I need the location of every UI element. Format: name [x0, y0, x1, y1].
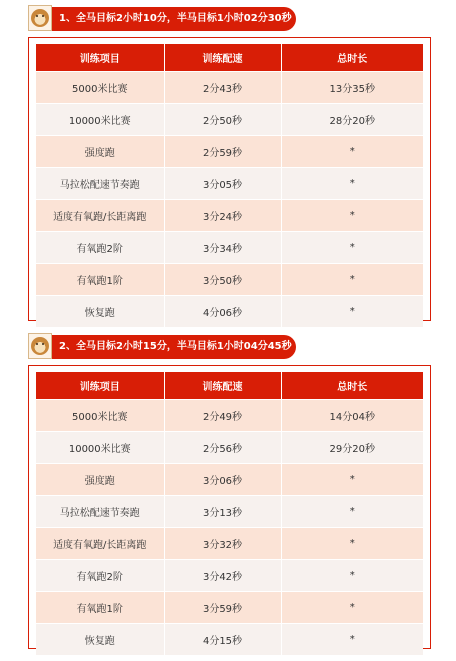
cell-total-duration: 13分35秒	[281, 72, 423, 104]
cell-training-item: 恢复跑	[36, 624, 164, 656]
cell-training-item: 有氧跑1阶	[36, 264, 164, 296]
header-training-item: 训练项目	[36, 372, 164, 400]
cell-training-pace: 4分15秒	[164, 624, 281, 656]
table-row	[36, 432, 423, 464]
table-row	[36, 400, 423, 432]
cell-training-item: 有氧跑1阶	[36, 592, 164, 624]
cell-training-pace: 3分34秒	[164, 232, 281, 264]
cell-total-duration: *	[281, 464, 423, 496]
table-header-row	[36, 372, 423, 400]
cell-total-duration: *	[281, 624, 423, 656]
cell-total-duration: *	[281, 496, 423, 528]
cell-training-pace: 3分05秒	[164, 168, 281, 200]
table-row	[36, 168, 423, 200]
pace-table	[36, 372, 423, 655]
cell-total-duration: *	[281, 200, 423, 232]
table-row	[36, 496, 423, 528]
table-row	[36, 560, 423, 592]
cell-training-pace: 2分50秒	[164, 104, 281, 136]
cell-training-pace: 2分49秒	[164, 400, 281, 432]
cell-training-pace: 3分06秒	[164, 464, 281, 496]
cell-training-item: 强度跑	[36, 136, 164, 168]
cell-training-item: 有氧跑2阶	[36, 560, 164, 592]
cell-total-duration: 14分04秒	[281, 400, 423, 432]
table-row	[36, 296, 423, 328]
cell-training-item: 恢复跑	[36, 296, 164, 328]
cell-training-item: 适度有氧跑/长距离跑	[36, 200, 164, 232]
table-row	[36, 72, 423, 104]
cell-total-duration: *	[281, 528, 423, 560]
table-row	[36, 624, 423, 656]
header-training-pace: 训练配速	[164, 372, 281, 400]
table-row	[36, 528, 423, 560]
doge-avatar-icon	[28, 5, 52, 31]
cell-training-item: 有氧跑2阶	[36, 232, 164, 264]
table-row	[36, 200, 423, 232]
cell-total-duration: *	[281, 592, 423, 624]
header-training-item: 训练项目	[36, 44, 164, 72]
header-training-pace: 训练配速	[164, 44, 281, 72]
doge-avatar-icon	[28, 333, 52, 359]
cell-total-duration: *	[281, 296, 423, 328]
table-header-row	[36, 44, 423, 72]
cell-training-item: 10000米比赛	[36, 432, 164, 464]
pace-table-frame	[28, 365, 431, 649]
cell-training-pace: 4分06秒	[164, 296, 281, 328]
cell-training-item: 马拉松配速节奏跑	[36, 496, 164, 528]
cell-total-duration: *	[281, 264, 423, 296]
cell-training-pace: 3分13秒	[164, 496, 281, 528]
cell-training-pace: 3分24秒	[164, 200, 281, 232]
cell-total-duration: *	[281, 136, 423, 168]
table-row	[36, 464, 423, 496]
pace-table	[36, 44, 423, 327]
header-total-duration: 总时长	[281, 372, 423, 400]
table-row	[36, 104, 423, 136]
cell-training-item: 适度有氧跑/长距离跑	[36, 528, 164, 560]
cell-training-pace: 3分59秒	[164, 592, 281, 624]
table-row	[36, 264, 423, 296]
cell-total-duration: *	[281, 168, 423, 200]
cell-total-duration: *	[281, 232, 423, 264]
cell-training-item: 马拉松配速节奏跑	[36, 168, 164, 200]
table-row	[36, 136, 423, 168]
cell-training-pace: 3分32秒	[164, 528, 281, 560]
section-title: 2、全马目标2小时15分，半马目标1小时04分45秒	[28, 335, 296, 359]
cell-training-item: 5000米比赛	[36, 72, 164, 104]
table-row	[36, 592, 423, 624]
cell-total-duration: 29分20秒	[281, 432, 423, 464]
header-total-duration: 总时长	[281, 44, 423, 72]
cell-total-duration: 28分20秒	[281, 104, 423, 136]
cell-training-pace: 2分59秒	[164, 136, 281, 168]
cell-training-item: 10000米比赛	[36, 104, 164, 136]
table-row	[36, 232, 423, 264]
cell-training-item: 强度跑	[36, 464, 164, 496]
section-title: 1、全马目标2小时10分，半马目标1小时02分30秒	[28, 7, 296, 31]
cell-training-pace: 3分42秒	[164, 560, 281, 592]
cell-training-pace: 2分56秒	[164, 432, 281, 464]
cell-total-duration: *	[281, 560, 423, 592]
cell-training-item: 5000米比赛	[36, 400, 164, 432]
cell-training-pace: 2分43秒	[164, 72, 281, 104]
pace-table-frame	[28, 37, 431, 321]
cell-training-pace: 3分50秒	[164, 264, 281, 296]
